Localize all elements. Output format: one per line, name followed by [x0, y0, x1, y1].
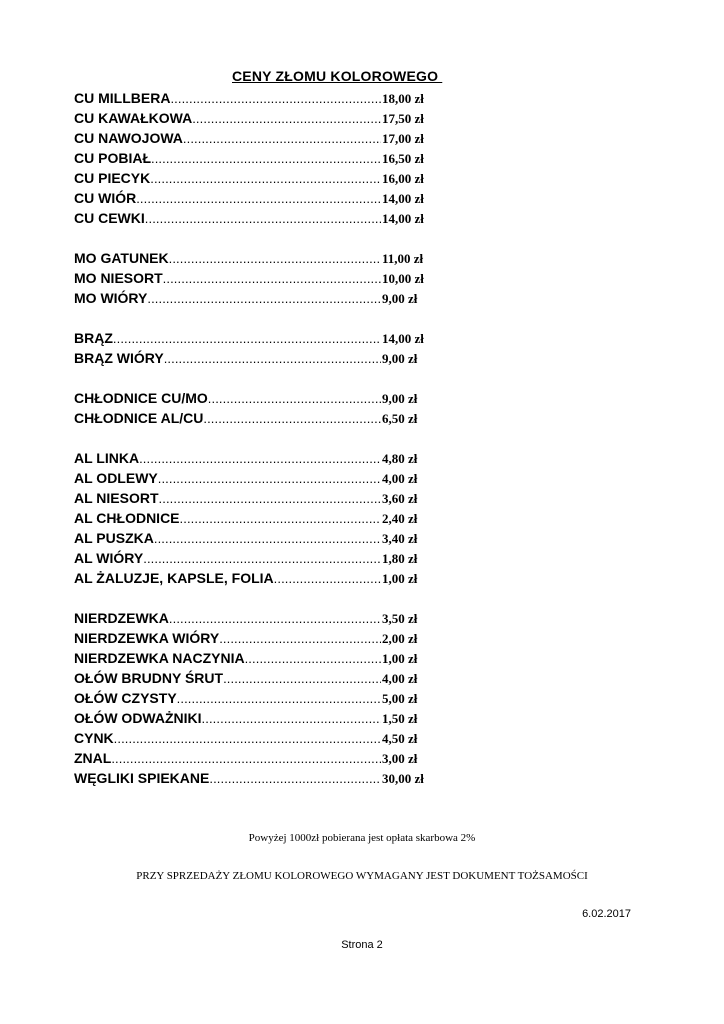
dot-leader: [136, 189, 381, 209]
item-name: CHŁODNICE AL/CU: [74, 410, 204, 426]
item-price: 9,00 zł: [382, 351, 418, 366]
item-name: MO NIESORT: [74, 270, 163, 286]
price-row: [74, 268, 434, 288]
item-price: 18,00 zł: [382, 91, 424, 106]
item-price: 14,00 zł: [382, 191, 424, 206]
item-name: BRĄZ: [74, 330, 113, 346]
price-row: [74, 108, 434, 128]
document-title: CENY ZŁOMU KOLOROWEGO: [232, 68, 443, 84]
price-row: [74, 608, 434, 628]
item-name: NIERDZEWKA NACZYNIA: [74, 650, 245, 666]
dot-leader: [158, 469, 381, 489]
item-price: 14,00 zł: [382, 211, 424, 226]
item-price: 16,50 zł: [382, 151, 424, 166]
item-name: BRĄZ WIÓRY: [74, 350, 164, 366]
dot-leader: [150, 169, 381, 189]
price-row: [74, 748, 434, 768]
dot-leader: [203, 409, 381, 429]
dot-leader: [145, 209, 381, 229]
item-price: 3,40 zł: [382, 531, 418, 546]
item-price: 17,00 zł: [382, 131, 424, 146]
dot-leader: [245, 649, 381, 669]
item-price: 16,00 zł: [382, 171, 424, 186]
item-name: CU KAWAŁKOWA: [74, 110, 193, 126]
price-row: [74, 528, 434, 548]
dot-leader: [164, 349, 381, 369]
item-name: CU CEWKI: [74, 210, 145, 226]
item-price: 5,00 zł: [382, 691, 418, 706]
item-name: NIERDZEWKA: [74, 610, 169, 626]
price-row: [74, 248, 434, 268]
item-price: 2,00 zł: [382, 631, 418, 646]
dot-leader: [113, 329, 381, 349]
dot-leader: [143, 549, 381, 569]
price-row: [74, 728, 434, 748]
item-name: OŁÓW ODWAŻNIKI: [74, 710, 202, 726]
dot-leader: [170, 89, 381, 109]
item-price: 1,00 zł: [382, 571, 418, 586]
item-price: 3,50 zł: [382, 611, 418, 626]
dot-leader: [177, 689, 381, 709]
item-price: 3,00 zł: [382, 751, 418, 766]
dot-leader: [151, 149, 381, 169]
item-price: 3,60 zł: [382, 491, 418, 506]
item-name: AL ODLEWY: [74, 470, 158, 486]
item-name: MO WIÓRY: [74, 290, 148, 306]
price-row: [74, 648, 434, 668]
item-name: NIERDZEWKA WIÓRY: [74, 630, 220, 646]
item-price: 6,50 zł: [382, 411, 418, 426]
dot-leader: [114, 729, 381, 749]
item-price: 1,50 zł: [382, 711, 418, 726]
item-price: 4,00 zł: [382, 471, 418, 486]
price-row: [74, 408, 434, 428]
price-row: [74, 688, 434, 708]
item-name: OŁÓW BRUDNY ŚRUT: [74, 670, 224, 686]
item-name: CU NAWOJOWA: [74, 130, 183, 146]
price-row: [74, 548, 434, 568]
item-price: 9,00 zł: [382, 391, 418, 406]
price-row: [74, 328, 434, 348]
item-name: AL WIÓRY: [74, 550, 144, 566]
price-row: [74, 128, 434, 148]
dot-leader: [209, 769, 381, 789]
price-row: [74, 708, 434, 728]
item-name: AL CHŁODNICE: [74, 510, 180, 526]
item-price: 9,00 zł: [382, 291, 418, 306]
dot-leader: [202, 709, 381, 729]
price-list: [74, 88, 434, 788]
dot-leader: [169, 249, 381, 269]
item-name: OŁÓW CZYSTY: [74, 690, 177, 706]
item-price: 30,00 zł: [382, 771, 424, 786]
dot-leader: [208, 389, 381, 409]
price-row: [74, 488, 434, 508]
price-row: [74, 148, 434, 168]
item-name: CYNK: [74, 730, 114, 746]
item-name: CU POBIAŁ: [74, 150, 151, 166]
item-name: ZNAL: [74, 750, 112, 766]
item-price: 11,00 zł: [382, 251, 424, 266]
item-price: 17,50 zł: [382, 111, 424, 126]
price-row: [74, 88, 434, 108]
dot-leader: [111, 749, 381, 769]
dot-leader: [183, 129, 381, 149]
item-name: CU WIÓR: [74, 190, 137, 206]
price-row: [74, 628, 434, 648]
price-row: [74, 768, 434, 788]
dot-leader: [192, 109, 381, 129]
dot-leader: [274, 569, 381, 589]
price-row: [74, 508, 434, 528]
item-name: CHŁODNICE CU/MO: [74, 390, 208, 406]
item-name: CU PIECYK: [74, 170, 151, 186]
item-name: AL ŻALUZJE, KAPSLE, FOLIA: [74, 570, 274, 586]
item-price: 1,80 zł: [382, 551, 418, 566]
dot-leader: [159, 489, 381, 509]
dot-leader: [223, 669, 381, 689]
item-price: 4,00 zł: [382, 671, 418, 686]
item-name: AL PUSZKA: [74, 530, 154, 546]
dot-leader: [180, 509, 381, 529]
dot-leader: [154, 529, 381, 549]
item-price: 10,00 zł: [382, 271, 424, 286]
item-name: CU MILLBERA: [74, 90, 171, 106]
item-name: WĘGLIKI SPIEKANE: [74, 770, 210, 786]
price-row: [74, 468, 434, 488]
item-price: 2,40 zł: [382, 511, 418, 526]
id-requirement-note: PRZY SPRZEDAŻY ZŁOMU KOLOROWEGO WYMAGANY JEST DOKUMENT TOŻSAMOŚCI: [136, 870, 588, 882]
dot-leader: [219, 629, 381, 649]
item-price: 4,80 zł: [382, 451, 418, 466]
price-row: [74, 668, 434, 688]
price-row: [74, 348, 434, 368]
price-row: [74, 448, 434, 468]
item-price: 1,00 zł: [382, 651, 418, 666]
dot-leader: [163, 269, 381, 289]
item-name: AL LINKA: [74, 450, 140, 466]
item-price: 14,00 zł: [382, 331, 424, 346]
document-date: 6.02.2017: [582, 908, 631, 920]
item-price: 4,50 zł: [382, 731, 418, 746]
page-number: Strona 2: [341, 939, 383, 951]
price-row: [74, 188, 434, 208]
dot-leader: [169, 609, 381, 629]
price-row: [74, 168, 434, 188]
dot-leader: [139, 449, 381, 469]
fee-note: Powyżej 1000zł pobierana jest opłata skarbowa 2%: [248, 832, 476, 844]
price-row: [74, 388, 434, 408]
price-row: [74, 568, 434, 588]
item-name: MO GATUNEK: [74, 250, 169, 266]
item-name: AL NIESORT: [74, 490, 159, 506]
dot-leader: [147, 289, 381, 309]
price-row: [74, 208, 434, 228]
price-row: [74, 288, 434, 308]
